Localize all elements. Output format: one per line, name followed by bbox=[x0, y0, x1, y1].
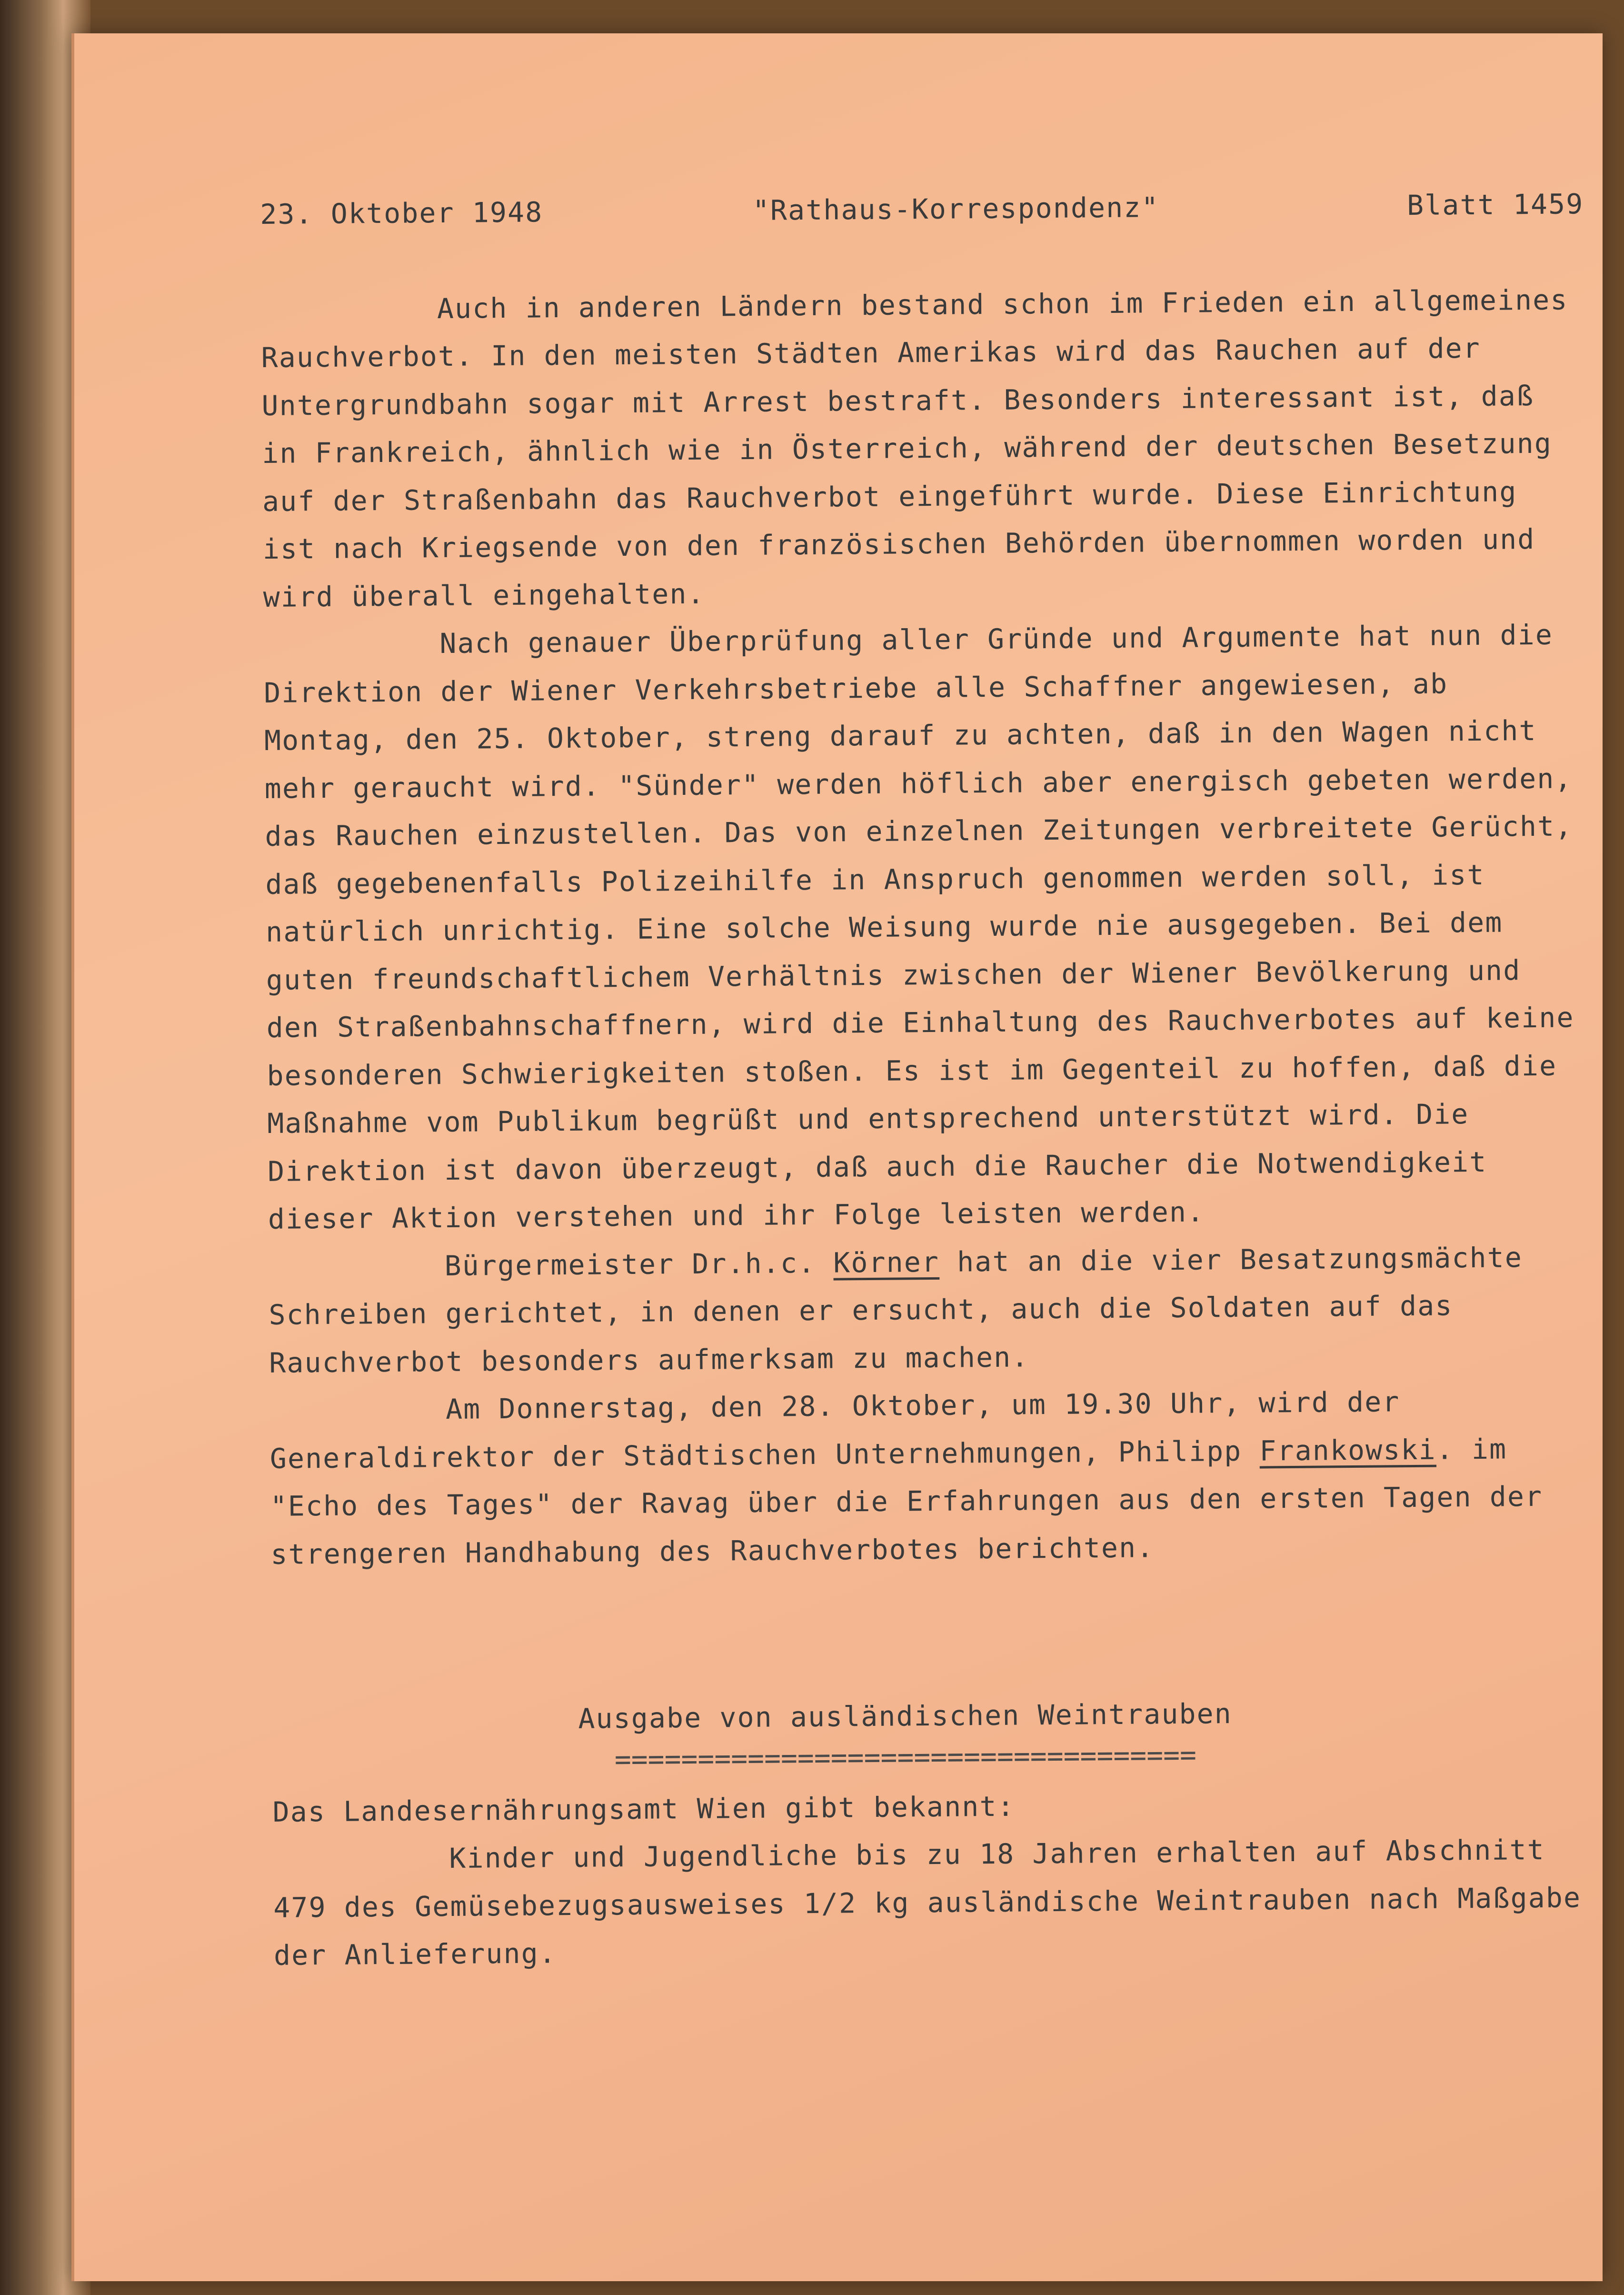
header-date: 23. Oktober 1948 bbox=[260, 196, 543, 231]
paragraph-3-text-end: hat an die vier Besatzungsmächte Schreiben gerichtet, in denen er ersucht, auch die Soldaten auf das Rauchverbot besonders aufmerksam zu machen. bbox=[269, 1241, 1523, 1379]
paragraph-4-text-end: . im "Echo des Tages" der Ravag über die Erfahrungen aus den ersten Tagen der strengeren Handhabung des Rauchverbotes berichten. bbox=[270, 1433, 1543, 1571]
header-publication: "Rathaus-Korrespondenz" bbox=[752, 191, 1159, 227]
article1-paragraph-4 bbox=[269, 1376, 1594, 1578]
article1-paragraph-2: Nach genauer Überprüfung aller Gründe und Argumente hat nun die Direktion der Wiener Verkehrsbetriebe alle Schaffner angewiesen, ab Montag, den 25. Oktober, streng darauf zu achten, daß in den Wagen nicht mehr geraucht wird. "Sünder" werden höflich aber energisch gebeten werden, das Rauchen einzustellen. Das von einzelnen Zeitungen verbreitete Gerücht, daß gegebenenfalls Polizeihilfe in Anspruch genommen werden soll, ist natürlich unrichtig. Eine solche Weisung wurde nie ausgegeben. Bei dem guten freundschaftlichem Verhältnis zwischen der Wiener Bevölkerung und den Straßenbahnschaffnern, wird die Einhaltung des Rauchverbotes auf keine besonderen Schwierigkeiten stoßen. Es ist im Gegenteil zu hoffen, daß die Maßnahme vom Publikum begrüßt und entsprechend unterstützt wird. Die Direktion ist davon überzeugt, daß auch die Raucher die Notwendigkeit dieser Aktion verstehen und ihr Folge leisten werden. bbox=[264, 618, 1574, 1235]
page-header bbox=[260, 180, 1584, 238]
paragraph-4-text-start: Am Donnerstag, den 28. Oktober, um 19.30 Uhr, wird der Generaldirektor der Städtischen Unternehmungen, Philipp bbox=[269, 1385, 1400, 1475]
document-page bbox=[71, 33, 1603, 2281]
name-frankowski: Frankowski bbox=[1259, 1433, 1436, 1467]
title-double-rule-text: =================================== bbox=[614, 1738, 1197, 1775]
page-content bbox=[260, 180, 1597, 1979]
name-koerner: Körner bbox=[833, 1245, 940, 1279]
article2-title-text: Ausgabe von ausländischen Weintrauben bbox=[578, 1697, 1233, 1735]
paragraph-3-text-start: Bürgermeister Dr.h.c. bbox=[444, 1246, 834, 1282]
article1-paragraph-3 bbox=[268, 1233, 1593, 1387]
article2-paragraph-1: Kinder und Jugendliche bis zu 18 Jahren erhalten auf Abschnitt 479 des Gemüsebezugsausweises 1/2 kg ausländische Weintrauben nach Maßgabe der Anlieferung. bbox=[273, 1833, 1582, 1972]
header-sheet-number: Blatt 1459 bbox=[1406, 188, 1584, 222]
article2-intro: Das Landesernährungsamt Wien gibt bekannt: bbox=[272, 1790, 1015, 1828]
article1-paragraph-1: Auch in anderen Ländern bestand schon im Frieden ein allgemeines Rauchverbot. In den meisten Städten Amerikas wird das Rauchen auf der Untergrundbahn sogar mit Arrest bestraft. Besonders interessant ist, daß in Frankreich, ähnlich wie in Österreich, während der deutschen Besetzung auf der Straßenbahn das Rauchverbot eingeführt wurde. Diese Einrichtung ist nach Kriegsende von den französischen Behörden übernommen worden und wird überall eingehalten. bbox=[261, 283, 1568, 613]
